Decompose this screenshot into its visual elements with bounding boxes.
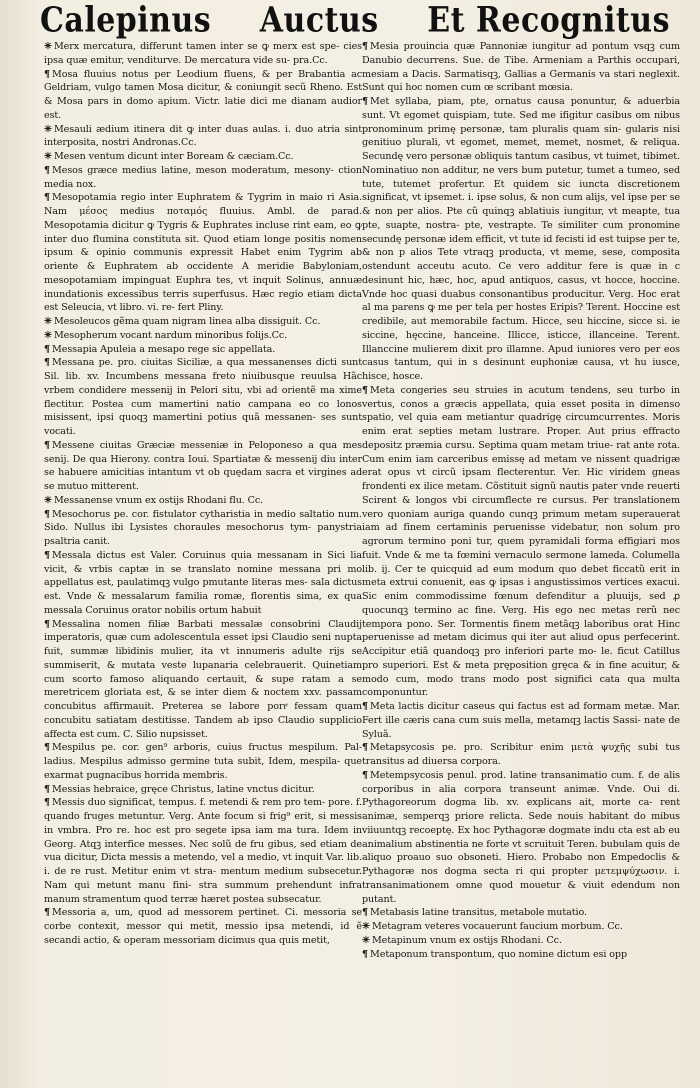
asterisk-icon: ✳: [44, 123, 52, 135]
dictionary-entry: [44, 906, 362, 947]
pilcrow-icon: ¶: [44, 439, 51, 451]
dictionary-entry: [44, 508, 362, 549]
dictionary-entry: [44, 164, 362, 192]
entry-text: Metapinum vnum ex ostijs Rhodani. Cc.: [371, 934, 562, 946]
right-column: [362, 40, 680, 1060]
entry-text: Mesopotamia regio inter Euphratem & Tygrim in maio ri Asia. Nam μέσος medius ποταμός fluuius. Ambl. de parad. Mesopotamia dicitur ꝙ Tygris & Euphrates incluse rint eam, eo ꝙ inter duo flumina constituta sit. Quod etiam longe positis nomen ipsum & opinio communis expressit Habet enim Tygrim ab oriente & Euphratem ab occidente A meridie Babyloniam, mesopotamiam impinguat Euphra tes, vt inquit Solinus, annuæ inundationis excessibus terris superfusus. Hæc regio etiam dicta est Seleucia, vt libro. vi. re- fert Pliny.: [44, 192, 362, 314]
asterisk-icon: ✳: [362, 934, 370, 946]
entry-text: Mespilus pe. cor. gen⁹ arboris, cuius fructus mespilum. Pal- ladius. Mespilus admisso germine tuta subit, Idem, mespila- que exarmat pugnacibus horrida membris.: [44, 742, 362, 781]
pilcrow-icon: ¶: [44, 549, 51, 561]
entry-text: Messana pe. pro. ciuitas Siciliæ, a qua messanenses dicti sunt Sil. lib. xv. Incumbens messana freto niuibusque reuulsa Hãc vrbem condidere messenij in Pelori situ, vbi ad orientẽ ma xime flectitur. Postea cum mamertini natio campana eo co lonos misissent, ipsi quoqꝫ mamertini potius quã messanen- ses sunt vocati.: [44, 357, 362, 437]
dictionary-entry: [44, 783, 362, 797]
pilcrow-icon: ¶: [44, 68, 51, 80]
dictionary-entry: [44, 150, 362, 164]
dictionary-entry: [44, 329, 362, 343]
entry-text: Merx mercatura, differunt tamen inter se ꝙ merx est spe- cies ipsa quæ emitur, venditurve. De mercatura vide su- pra.Cc.: [44, 41, 362, 66]
pilcrow-icon: ¶: [362, 96, 369, 107]
asterisk-icon: ✳: [44, 41, 52, 52]
pilcrow-icon: ¶: [362, 769, 369, 781]
entry-text: Messoria a, um, quod ad messorem pertinet. Ci. messoria se corbe contexit, messor qui metit, messio ipsa metendi, id ẽ secandi actio, & operam messoriam dicimus qua quis metit,: [44, 907, 362, 946]
entry-text: Metabasis latine transitus, metabole mutatio.: [370, 907, 587, 919]
pilcrow-icon: ¶: [44, 508, 51, 520]
entry-text: Meta lactis dicitur caseus qui factus est ad formam metæ. Mar. Fert ille cæris cana cum suis mella, metamqꝫ lactis Sassi- nate de Syluã.: [362, 701, 680, 740]
dictionary-entry: [44, 494, 362, 508]
entry-text: Mesauli ædium itinera dit ꝙ inter duas aulas. i. duo atria sint interposita, nostri Andronas.Cc.: [44, 123, 362, 149]
entry-text: Messene ciuitas Græciæ messeniæ in Peloponeso a qua mes senij. De qua Hierony. contra Ioui. Spartiatæ & messenij diu inter se habuere amicitias intantum vt ob quędam sacra et virgines ad se mutuo mitterent.: [44, 439, 362, 492]
entry-text: Messala dictus est Valer. Coruinus quia messanam in Sici lia vicit, & vrbis captæ in se translato nomine messana pri mo appellatus est, paulatimqꝫ vulgo pmutante literas mes- sala dictus est. Vnde & messalarum familia romæ, florentis sima, ex qua messala Coruinus orator nobilis ortum habuit: [44, 549, 362, 616]
entry-text: Messis duo significat, tempus. f. metendi & rem pro tem- pore. f. quando fruges metuntur. Verg. Ante focum si frig⁹ erit, si messis in vmbra. Pro re. hoc est pro segete ipsa iam ma tura. Idem in Georg. Atqꝫ interfice messes. Nec solũ de fru gibus, sed etiam de vua dicitur, Dicta messis a metendo, vel a medio, vt inquit Var. lib. i. de re rust. Metitur enim vt stra- mentum medium subsecetur. Nam qui metunt manu fini- stra summum prehendunt infra manum stramentum quod terræ hæret postea subsecatur.: [44, 797, 362, 905]
entry-text: Messapia Apuleia a mesapo rege sic appellata.: [52, 343, 276, 355]
dictionary-entry: [362, 906, 680, 920]
running-header: [40, 0, 670, 41]
entry-text: Mesos græce medius latine, meson moderatum, mesony- ction media nox.: [44, 164, 362, 190]
entry-text: Metagram veteres vocauerunt faucium morbum. Cc.: [371, 921, 623, 932]
pilcrow-icon: ¶: [44, 343, 51, 355]
pilcrow-icon: ¶: [44, 164, 51, 176]
dictionary-entry: [362, 934, 680, 948]
entry-text: Mesia prouincia quæ Pannoniæ iungitur ad pontum vsqꝫ cum Danubio decurrens. Sue. de Tibe. Armeniam a Parthis occupari, mesiam a Dacis. Sarmatisqꝫ, Gallias a Germanis va stari neglexit. Sunt qui hoc nomen cum œ scribant mœsia.: [362, 41, 680, 94]
entry-text: Mosa fluuius notus per Leodium fluens, & per Brabantia ac Geldriam, vulgo tamen Mosa dicitur, & coniungit secũ Rheno. Est & Mosa pars in domo apium. Victr. latie dici me dianam audior est.: [44, 68, 362, 121]
dictionary-entry: [44, 618, 362, 742]
dictionary-entry: [362, 95, 680, 384]
entry-text: Mesen ventum dicunt inter Boream & cæciam.Cc.: [53, 151, 294, 162]
pilcrow-icon: ¶: [362, 384, 369, 396]
entry-text: Metempsycosis penul. prod. latine transanimatio cum. f. de alis corporibus in alia corpora transeunt animæ. Vnde. Oui di. Pythagoreorum dogma lib. xv. explicans ait, morte ca- rent animæ, semperqꝫ priore relicta. Sede nouis habitant do mibus viiuuntqꝫ recoeptę. Ex hoc Pythagoræ dogmate indu cta est ab eu animalium abstinentia ne forte vt scruituit Teren. bubulam quis de aliquo proauo suo obsoneti. Hiero. Probabo non Empedoclis & Pythagoræ nos dogma secta ri qui propter μετεμψύχωσιν. i. transanimationem omne quod mouetur & viuit edendum non putant.: [362, 769, 680, 905]
entry-text: Messias hebraice, gręce Christus, latine vnctus dicitur.: [52, 783, 315, 795]
entry-text: Met syllaba, piam, pte, ornatus causa ponuntur, & aduerbia sunt. Vt egomet quispiam, tute. Sed me ifigitur casibus om nibus pronominum primę personæ, tam pluralis quam sin- gularis nisi genitiuo plurali, vt egomet, memet, memet, nosmet, & reliqua. Secundę vero personæ obliquis tantum casibus, vt tuimet, tibimet. Nominatiuo non additur, ne vers bum putetur, tumet a tumeo, sed tute, tutemet profertur. Et quidem sic iuncta discretionem significat, vt ipsemet. i. ipse solus, & non cum alijs, vel ipse per se & non per alios. Pte cũ quinqꝫ ablatiuis iungitur, vt meapte, tua pte, suapte, nostra- pte, vestrapte. Te similiter cum pronomine secundę personæ idem efficit, vt tute id fecisti id est tuipse per te, & non p alios Tete vtraqꝫ producta, vt meme, sese, composita ostendunt acceutu acuto. Ce vero additur fere is quæ in c desinunt hic, hæc, hoc, apud antiquos, casus, vt hocce, hoccine. Vnde hoc quasi duabus consonantibus producitur. Verg. Hoc erat al ma parens ꝙ me per tela per hostes Eripis? Terent. Hoccine est credibile, aut memorabile factum. Hicce, seu hiccine, sicce si. ie siccine, hęccine, hanceine. Illicce, isticce, illanceine. Terent. Illanccine mulierem dixit pro illamne. Apud iuniores vero per eos casus tantum, qui in s desinunt euphoniæ causa, vt hu iusce, hisce, hosce.: [362, 96, 680, 382]
dictionary-entry: [44, 343, 362, 357]
dictionary-entry: [44, 549, 362, 618]
dictionary-entry: [362, 948, 680, 962]
entry-text: Mesopherum vocant nardum minoribus folijs.Cc.: [53, 329, 288, 341]
dictionary-entry: [44, 40, 362, 68]
dictionary-entry: [44, 796, 362, 906]
pilcrow-icon: ¶: [362, 41, 369, 52]
asterisk-icon: ✳: [362, 921, 370, 932]
dictionary-entry: [44, 68, 362, 123]
pilcrow-icon: ¶: [362, 701, 369, 712]
pilcrow-icon: ¶: [44, 742, 51, 754]
entry-text: Meta congeries seu struies in acutum tendens, seu turbo in vertus, conos a græcis appellata, quia esset posita in dimenso spatio, vel quia eam metiantur quadrigę circumcurrentes. Moris enim erat septies metam lustrare. Proper. Aut prius effracto depositz præmia cursu. Septima quam metam triue- rat ante rota. Cum enim iam carceribus emissę ad metam ve nissent quadrigæ erat opus vt circũ ipsam flecterentur. Ver. Hic viridem gneas frondenti ex ilice metam. Cõstituit signũ nautis pater vnde reuerti Scirent & longos vbi circumflecte re cursus. Per translationem vero quoniam auriga quando cunqꝫ primum metam superauerat iam ad finem certaminis peruenisse videbatur, non solum pro agrorum termino poni tur, quem pyramidali forma effigiari mos fuit. Vnde & me ta fœmini vernaculo sermone lameda. Columella lib. ij. Cer te quicquid ad eum modum quo debet ficcatũ erit in meta extrui conuenit, eas ꝙ ipsas i angustissimos vertices exacui. Sic enim commodissime fœnum defenditur a pluuijs, sed ꝓ quocunqꝫ termino ac fine. Verg. His ego nec metas rerũ nec tempora pono. Ser. Tormentis finem metãqꝫ laboribus orat Hinc peruenisse ad metam dicimus qui iter aut aliud opus perfecerint. Accipitur etiã quandoqꝫ pro inferiori parte mo- le. ficut Catillus pro superiori. Est & meta pręposition grȩca & in fine acuitur, & modo cum, modo trans modo post significi cata qua multa componuntur.: [362, 384, 680, 699]
dictionary-entry: [362, 741, 680, 769]
header-word-1: Calepinus: [40, 0, 212, 41]
dictionary-entry: [44, 356, 362, 439]
entry-text: Metapsycosis pe. pro. Scribitur enim μετὰ ψυχῆς subi tus transitus ad diuersa corpora.: [362, 742, 680, 767]
dictionary-entry: [44, 191, 362, 315]
dictionary-entry: [362, 769, 680, 907]
entry-text: Messanense vnum ex ostijs Rhodani flu. Cc.: [53, 494, 264, 506]
pilcrow-icon: ¶: [44, 192, 51, 204]
entry-text: Messalina nomen filiæ Barbati messalæ consobrini Claudij imperatoris, quæ cum adolescentula esset ipsi Claudio seni nupta fuit, summæ libidinis mulier, ita vt innumeris adulte rijs se summiserit, & mutata veste lupanaria celebrauerit. Quinetiam cum scorto famoso aliquando certauit, & supe ratam a se meretricem gloriata est, & se inter diem & noctem xxv. passam concubitus affirmauit. Preterea se labore porrͤ fessam quam concubitu satiatam destitisse. Tandem ab ipso Claudio supplicio affecta est cum. C. Silio nupsisset.: [44, 618, 362, 740]
dictionary-entry: [44, 439, 362, 494]
left-column: [44, 40, 362, 1060]
pilcrow-icon: ¶: [362, 907, 369, 919]
dictionary-entry: [44, 315, 362, 329]
header-word-2: Auctus: [259, 0, 379, 41]
entry-text: Mesoleucos gẽma quam nigram linea alba dissiguit. Cc.: [53, 316, 321, 327]
dictionary-entry: [362, 920, 680, 934]
pilcrow-icon: ¶: [44, 357, 51, 369]
dictionary-entry: [44, 123, 362, 151]
asterisk-icon: ✳: [44, 494, 52, 506]
pilcrow-icon: ¶: [44, 618, 51, 630]
dictionary-entry: [44, 741, 362, 782]
entry-text: Metaponum transpontum, quo nomine dictum esi opp: [370, 948, 628, 960]
pilcrow-icon: ¶: [44, 783, 51, 795]
pilcrow-icon: ¶: [44, 907, 51, 919]
dictionary-entry: [362, 40, 680, 95]
asterisk-icon: ✳: [44, 316, 52, 327]
dictionary-entry: [362, 700, 680, 741]
entry-text: Mesochorus pe. cor. fistulator cytharistia in medio saltatio num. Sido. Nullus ibi Lysistes choraules mesochorus tym- panystria psaltria canit.: [44, 508, 362, 547]
asterisk-icon: ✳: [44, 151, 52, 162]
pilcrow-icon: ¶: [362, 948, 369, 960]
dictionary-entry: [362, 384, 680, 700]
pilcrow-icon: ¶: [362, 742, 369, 754]
header-word-3: Et Recognitus: [427, 0, 670, 41]
pilcrow-icon: ¶: [44, 797, 51, 809]
asterisk-icon: ✳: [44, 329, 52, 341]
